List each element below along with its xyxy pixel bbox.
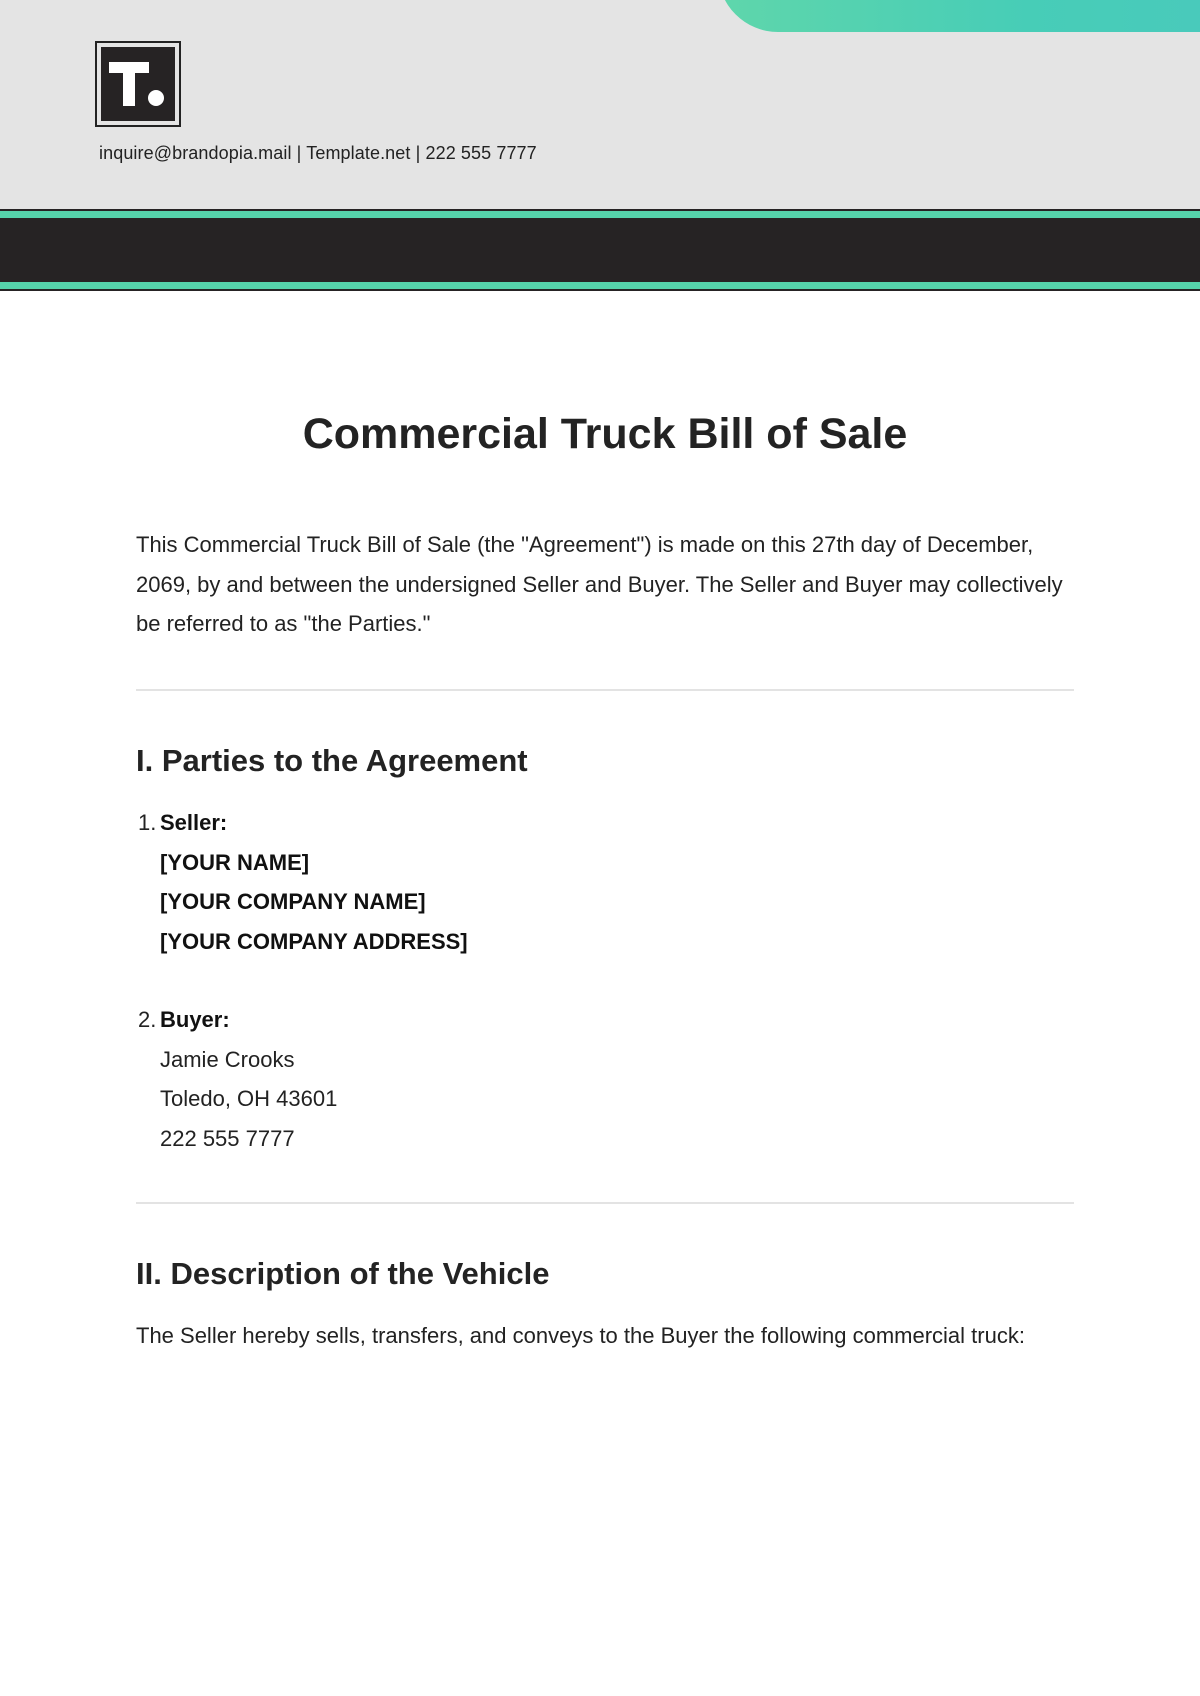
seller-name: [YOUR NAME] (160, 849, 310, 875)
seller-company: [YOUR COMPANY NAME] (160, 889, 426, 914)
logo-t-icon (106, 56, 170, 112)
vehicle-paragraph: The Seller hereby sells, transfers, and conveys to the Buyer the following commercial truck: (136, 1323, 1025, 1348)
buyer-phone: 222 555 7777 (160, 1125, 295, 1151)
seller-address: [YOUR COMPANY ADDRESS] (160, 928, 468, 954)
header-band (0, 209, 1200, 291)
contact-info: inquire@brandopia.mail | Template.net | 222 555 7777 (99, 143, 537, 163)
header-accent-shape (718, 0, 1200, 32)
buyer-city: Toledo, OH 43601 (160, 1086, 338, 1111)
section-heading-vehicle: II. Description of the Vehicle (136, 1256, 550, 1291)
document-title: Commercial Truck Bill of Sale (302, 410, 908, 458)
buyer-label: Buyer: (160, 1007, 230, 1032)
buyer-name: Jamie Crooks (160, 1046, 295, 1072)
band-stripe-bottom (0, 282, 1200, 289)
list-number: 2. (138, 1007, 157, 1032)
section-divider (136, 689, 1074, 691)
band-stripe-top (0, 211, 1200, 218)
list-number: 1. (138, 810, 157, 835)
section-heading-parties: I. Parties to the Agreement (136, 743, 528, 778)
seller-label: Seller: (160, 810, 228, 835)
logo-mark (101, 47, 175, 121)
intro-paragraph: This Commercial Truck Bill of Sale (the "Agreement") is made on this 27th day of December, 2069, by and between the undersigned Seller and Buyer. The Seller and Buyer may collectively be referred to as "the Parties." (136, 532, 1063, 636)
letterhead (0, 0, 1200, 210)
company-logo (95, 41, 181, 127)
section-divider (136, 1202, 1074, 1204)
